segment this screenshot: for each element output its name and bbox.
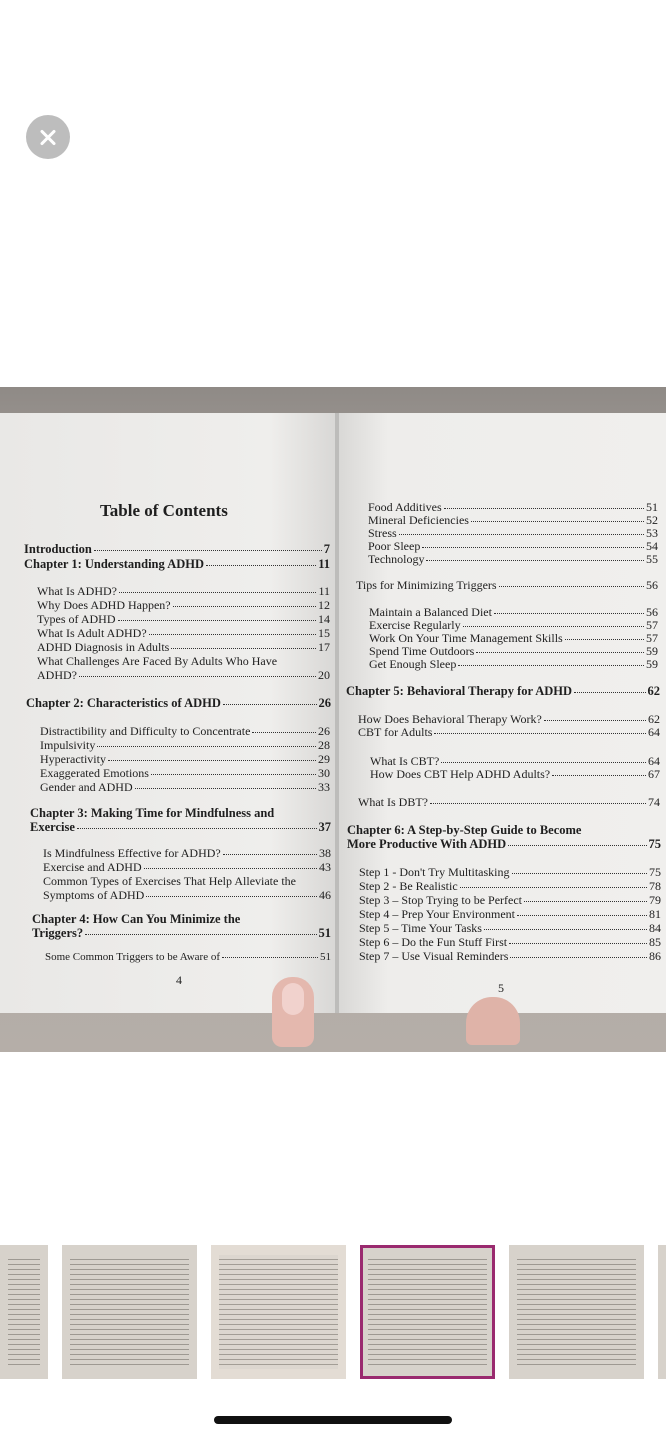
thumbnail-strip <box>0 1245 666 1380</box>
toc-entry: ADHD Diagnosis in Adults 17 <box>37 640 330 654</box>
toc-entry: Step 2 - Be Realistic 78 <box>359 879 661 893</box>
toc-entry: Distractibility and Difficulty to Concentrate 26 <box>40 724 330 738</box>
toc-entry-line: Common Types of Exercises That Help Alleviate the <box>43 874 296 888</box>
close-icon <box>26 115 70 159</box>
toc-entry: Hyperactivity 29 <box>40 752 330 766</box>
toc-entry: Spend Time Outdoors 59 <box>369 644 658 658</box>
toc-entry: Work On Your Time Management Skills 57 <box>369 631 658 645</box>
thumbnail-image <box>219 1255 338 1369</box>
toc-title: Table of Contents <box>100 501 228 520</box>
toc-entry: Technology 55 <box>368 552 658 566</box>
left-page <box>0 413 337 1013</box>
toc-entry: Gender and ADHD 33 <box>40 780 330 794</box>
toc-entry: Types of ADHD 14 <box>37 612 330 626</box>
toc-entry: Chapter 1: Understanding ADHD 11 <box>24 557 330 571</box>
thumbnail[interactable] <box>62 1245 197 1379</box>
toc-entry: Is Mindfulness Effective for ADHD? 38 <box>43 846 331 860</box>
toc-entry: How Does CBT Help ADHD Adults? 67 <box>370 767 660 781</box>
toc-entry: Poor Sleep 54 <box>368 539 658 553</box>
thumbnail-image <box>368 1255 487 1369</box>
toc-entry: Chapter 2: Characteristics of ADHD 26 <box>26 696 331 710</box>
page-number: 4 <box>176 973 182 987</box>
toc-entry: What Is DBT? 74 <box>358 795 660 809</box>
toc-entry: Food Additives 51 <box>368 500 658 514</box>
thumb-finger <box>272 977 314 1047</box>
toc-entry: More Productive With ADHD 75 <box>347 837 661 851</box>
thumbnail[interactable] <box>211 1245 346 1379</box>
thumbnail-image <box>70 1255 189 1369</box>
right-page <box>339 413 666 1013</box>
toc-entry: Tips for Minimizing Triggers 56 <box>356 578 658 592</box>
thumbnail[interactable] <box>509 1245 644 1379</box>
toc-entry: What Is Adult ADHD? 15 <box>37 626 330 640</box>
thumb-finger <box>466 997 520 1045</box>
toc-entry: Impulsivity 28 <box>40 738 330 752</box>
toc-entry: What Is CBT? 64 <box>370 754 660 768</box>
thumbnail[interactable] <box>658 1245 666 1379</box>
thumbnail-image <box>517 1255 636 1369</box>
toc-entry: Why Does ADHD Happen? 12 <box>37 598 330 612</box>
toc-entry: Maintain a Balanced Diet 56 <box>369 605 658 619</box>
toc-entry: Symptoms of ADHD 46 <box>43 888 331 902</box>
toc-entry: Mineral Deficiencies 52 <box>368 513 658 527</box>
toc-entry-line: Chapter 4: How Can You Minimize the <box>32 912 241 926</box>
toc-entry: Exercise and ADHD 43 <box>43 860 331 874</box>
toc-entry: How Does Behavioral Therapy Work? 62 <box>358 712 660 726</box>
thumbnail-active[interactable] <box>360 1245 495 1379</box>
toc-entry: Step 3 – Stop Trying to be Perfect 79 <box>359 893 661 907</box>
toc-entry: CBT for Adults 64 <box>358 725 660 739</box>
toc-entry: Get Enough Sleep 59 <box>369 657 658 671</box>
toc-entry: Chapter 5: Behavioral Therapy for ADHD 62 <box>346 684 660 698</box>
toc-entry-line: Chapter 6: A Step-by-Step Guide to Become <box>347 823 582 837</box>
photo-viewer <box>0 387 666 1052</box>
toc-entry: Step 7 – Use Visual Reminders 86 <box>359 949 661 963</box>
toc-entry: Introduction 7 <box>24 542 330 556</box>
toc-entry: Step 1 - Don't Try Multitasking 75 <box>359 865 661 879</box>
close-button[interactable] <box>26 115 70 159</box>
toc-entry: What Is ADHD? 11 <box>37 584 330 598</box>
toc-entry: Exercise Regularly 57 <box>369 618 658 632</box>
toc-entry: Exercise 37 <box>30 820 331 834</box>
toc-entry: Exaggerated Emotions 30 <box>40 766 330 780</box>
toc-entry: Triggers? 51 <box>32 926 331 940</box>
thumbnail[interactable] <box>0 1245 48 1379</box>
toc-entry: Step 6 – Do the Fun Stuff First 85 <box>359 935 661 949</box>
home-indicator[interactable] <box>214 1416 452 1424</box>
toc-entry: Step 5 – Time Your Tasks 84 <box>359 921 661 935</box>
toc-entry-line: What Challenges Are Faced By Adults Who Have <box>37 654 278 668</box>
toc-entry-line: Chapter 3: Making Time for Mindfulness and <box>30 806 275 820</box>
toc-entry: Stress 53 <box>368 526 658 540</box>
toc-entry: ADHD? 20 <box>37 668 330 682</box>
toc-entry: Step 4 – Prep Your Environment 81 <box>359 907 661 921</box>
toc-entry: Some Common Triggers to be Aware of 51 <box>45 951 331 963</box>
page-number: 5 <box>498 981 504 995</box>
thumbnail-image <box>8 1255 40 1369</box>
